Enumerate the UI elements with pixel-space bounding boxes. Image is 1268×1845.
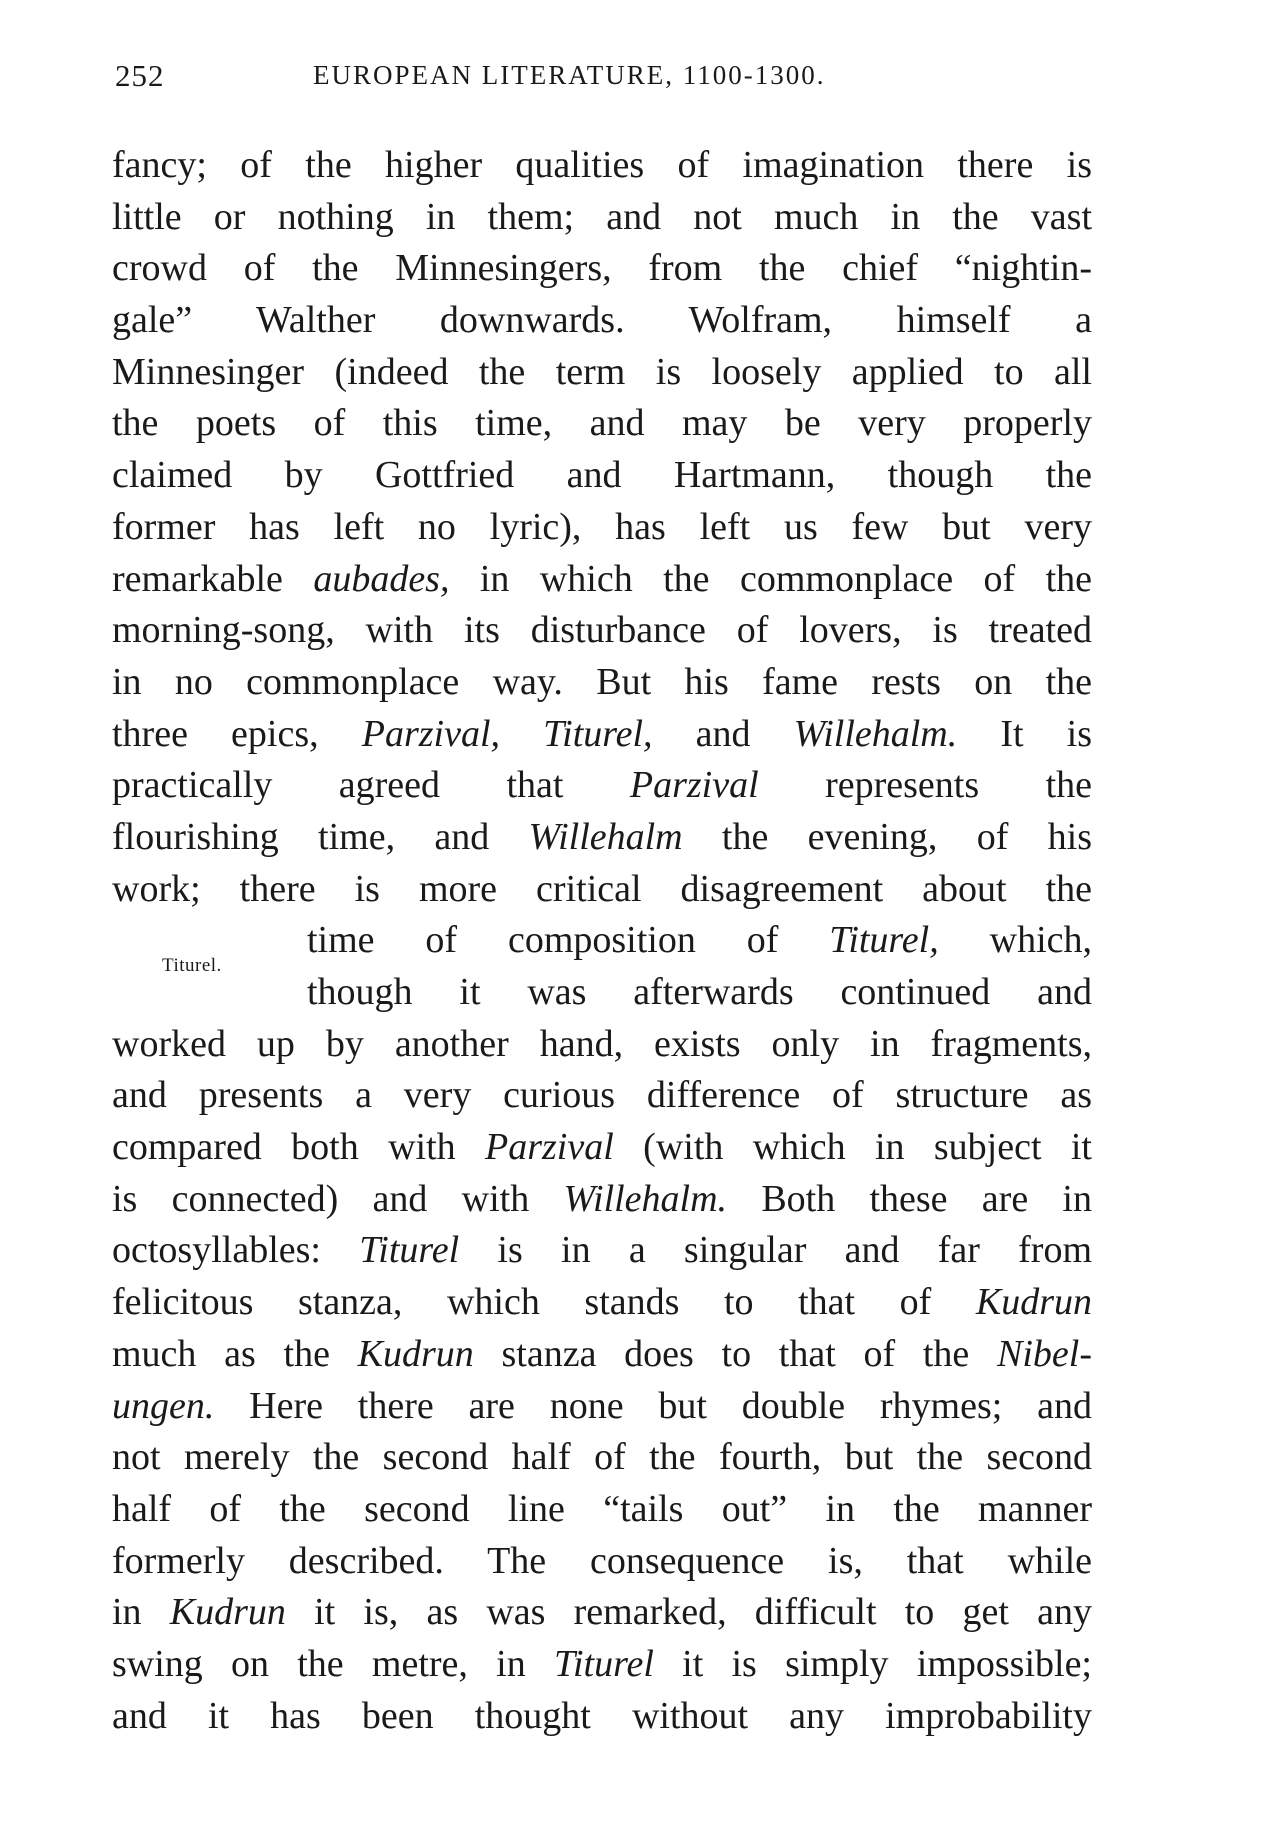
text-run: in which the commonplace of the <box>449 557 1092 600</box>
text-run: the evening, of his <box>682 815 1092 858</box>
text-run: stanza does to that of the <box>473 1332 998 1375</box>
text-run: (with which in subject it <box>613 1126 1092 1169</box>
text-run: is in a singular and far from <box>459 1229 1092 1272</box>
text-run: worked up by another hand, exists only in fragments, <box>112 1022 1092 1065</box>
text-line <box>112 1225 1092 1277</box>
margin-note: Titurel. <box>162 955 222 976</box>
text-run: it is simply impossible; <box>653 1642 1092 1685</box>
text-run: claimed by Gottfried and Hartmann, though the <box>112 454 1092 497</box>
italic-title: Kudrun <box>975 1281 1092 1324</box>
text-line <box>112 192 1092 244</box>
italic-title: Titurel <box>553 1642 654 1685</box>
italic-title: Titurel <box>359 1229 460 1272</box>
text-run: former has left no lyric), has left us few but very <box>112 505 1092 548</box>
text-run: swing on the metre, in <box>112 1642 554 1685</box>
text-run: flourishing time, and <box>112 815 529 858</box>
text-run: practically agreed that <box>112 764 630 807</box>
text-run: and presents a very curious difference of structure as <box>112 1074 1092 1117</box>
text-run: half of the second line “tails out” in the manner <box>112 1487 1092 1530</box>
italic-title: ungen. <box>112 1384 215 1427</box>
text-run: is connected) and with <box>112 1177 564 1220</box>
text-run: and <box>652 712 794 755</box>
text-line <box>112 450 1092 502</box>
text-line <box>112 1639 1092 1691</box>
text-run: morning-song, with its disturbance of lovers, is treated <box>112 609 1092 652</box>
italic-title: Kudrun <box>169 1591 286 1634</box>
italic-title: Willehalm <box>528 815 683 858</box>
text-line <box>112 295 1092 347</box>
text-line <box>112 398 1092 450</box>
text-line <box>112 1484 1092 1536</box>
text-run: little or nothing in them; and not much in the vast <box>112 195 1092 238</box>
text-run: formerly described. The consequence is, that while <box>112 1539 1092 1582</box>
text-run: in <box>112 1591 170 1634</box>
text-run: represents the <box>758 764 1092 807</box>
text-run: compared both with <box>112 1126 486 1169</box>
text-line <box>112 605 1092 657</box>
text-line <box>112 657 1092 709</box>
text-run: fancy; of the higher qualities of imagination there is <box>112 144 1092 186</box>
text-line <box>112 812 1092 864</box>
text-line <box>112 760 1092 812</box>
text-run: the poets of this time, and may be very properly <box>112 402 1092 445</box>
text-line <box>112 243 1092 295</box>
text-line <box>112 709 1092 761</box>
italic-title: Willehalm. <box>793 712 958 755</box>
text-run: gale” Walther downwards. Wolfram, himself a <box>112 299 1092 342</box>
text-run: which, <box>938 919 1092 962</box>
text-line <box>112 554 1092 606</box>
italic-title: aubades, <box>313 557 450 600</box>
text-run: It is <box>957 712 1092 755</box>
text-line <box>112 1432 1092 1484</box>
text-run: remarkable <box>112 557 314 600</box>
running-head: EUROPEAN LITERATURE, 1100-1300. <box>313 60 826 90</box>
text-run: in no commonplace way. But his fame rests on the <box>112 660 1092 703</box>
text-line <box>112 1536 1092 1588</box>
italic-title: Willehalm. <box>563 1177 728 1220</box>
text-run: crowd of the Minnesingers, from the chief “nightin- <box>112 247 1092 290</box>
text-line <box>112 864 1092 916</box>
text-line <box>112 502 1092 554</box>
text-line <box>112 1122 1092 1174</box>
text-run: and it has been thought without any improbability <box>112 1694 1092 1737</box>
text-run: work; there is more critical disagreement about the <box>112 867 1092 910</box>
text-run: Here there are none but double rhymes; and <box>214 1384 1092 1427</box>
italic-title: Parzival <box>485 1126 614 1169</box>
text-line <box>112 1174 1092 1226</box>
text-line <box>307 967 1092 1019</box>
text-line <box>112 1329 1092 1381</box>
italic-title: Kudrun <box>357 1332 474 1375</box>
italic-title: Parzival, Titurel, <box>361 712 653 755</box>
text-line <box>112 1587 1092 1639</box>
text-line <box>112 1381 1092 1433</box>
page-number: 252 <box>115 58 165 93</box>
body-text <box>112 140 1092 1742</box>
text-run: Minnesinger (indeed the term is loosely applied to all <box>112 350 1092 393</box>
text-line <box>307 915 1092 967</box>
text-run: it is, as was remarked, difficult to get any <box>285 1591 1092 1634</box>
italic-title: Titurel, <box>829 919 939 962</box>
text-run: much as the <box>112 1332 358 1375</box>
text-line <box>112 1019 1092 1071</box>
italic-title: Parzival <box>629 764 759 807</box>
text-run: time of composition of <box>307 919 830 962</box>
text-run: felicitous stanza, which stands to that of <box>112 1281 976 1324</box>
text-run: though it was afterwards continued and <box>307 971 1092 1013</box>
page-header <box>115 58 1115 108</box>
text-line <box>112 347 1092 399</box>
text-line <box>112 1691 1092 1743</box>
text-run: octosyllables: <box>112 1229 360 1272</box>
text-run: not merely the second half of the fourth, but the second <box>112 1436 1092 1479</box>
italic-title: Nibel- <box>997 1332 1092 1375</box>
text-line <box>112 1070 1092 1122</box>
text-line <box>112 1277 1092 1329</box>
text-line <box>112 140 1092 192</box>
text-run: Both these are in <box>727 1177 1092 1220</box>
text-run: three epics, <box>112 712 362 755</box>
